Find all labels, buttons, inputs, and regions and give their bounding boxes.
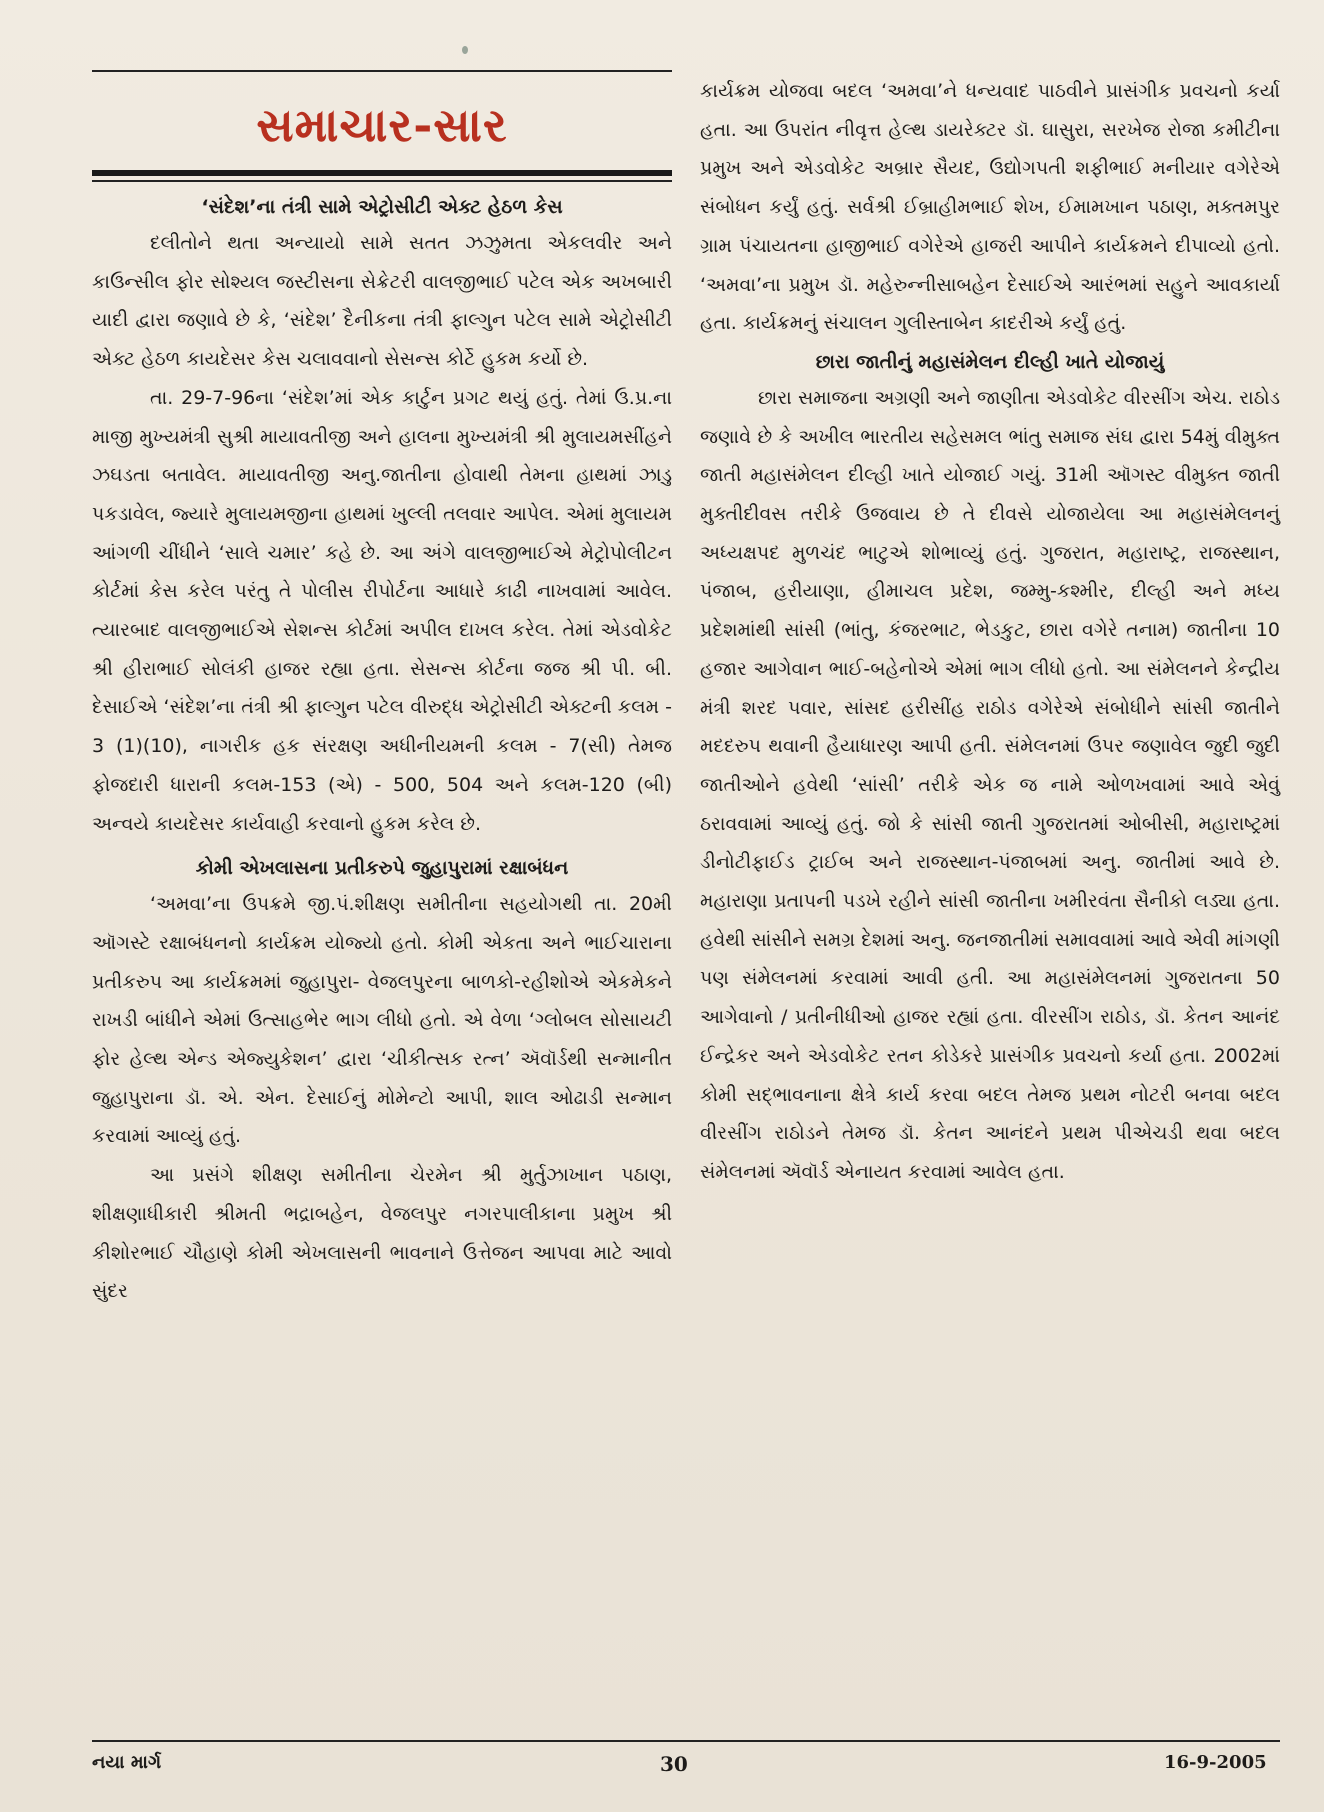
issue-date: 16-9-2005 [1164,1752,1267,1773]
article-1-paragraph: દલીતોને થતા અન્યાયો સામે સતત ઝઝુમતા એકલવીર અને કાઉન્સીલ ફોર સોશ્યલ જસ્ટીસના સેક્રેટરી વાલજીભાઈ પટેલ એક અખબારી યાદી દ્વારા જણાવે છે કે, ‘સંદેશ’ દૈનીકના તંત્રી ફાલ્ગુન પટેલ સામે એટ્રોસીટી એક્ટ હેઠળ કાયદેસર કેસ ચલાવવાનો સેસન્સ કોર્ટે હુકમ કર્યો છે. [92,232,672,371]
publication-name: નયા માર્ગ [92,1752,162,1773]
article-1-paragraph: તા. 29-7-96ના ‘સંદેશ’માં એક કાર્ટુન પ્રગટ થયું હતું. તેમાં ઉ.પ્ર.ના માજી મુખ્યમંત્રી સુશ્રી માયાવતીજી અને હાલના મુખ્યમંત્રી શ્રી મુલાયમસીંહને ઝઘડતા બતાવેલ. માયાવતીજી અનુ.જાતીના હોવાથી તેમના હાથમાં ઝાડુ પકડાવેલ, જ્યારે મુલાયમજીના હાથમાં ખુલ્લી તલવાર આપેલ. એમાં મુલાયમ આંગળી ચીંધીને ‘સાલે ચમાર’ કહે છે. આ અંગે વાલજીભાઈએ મેટ્રોપોલીટન કોર્ટમાં કેસ કરેલ પરંતુ તે પોલીસ રીપોર્ટના આધારે કાઢી નાખવામાં આવેલ. ત્યારબાદ વાલજીભાઈએ સેશન્સ કોર્ટમાં અપીલ દાખલ કરેલ. તેમાં એડવોકેટ શ્રી હીરાભાઈ સોલંકી હાજર રહ્યા હતા. સેસન્સ કોર્ટના જજ શ્રી પી. બી. દેસાઈએ ‘સંદેશ’ના તંત્રી શ્રી ફાલ્ગુન પટેલ વીરુદ્ધ એટ્રોસીટી એક્ટની કલમ - 3 (1)(10), નાગરીક હક સંરક્ષણ અધીનીયમની કલમ - 7(સી) તેમજ ફોજદારી ધારાની કલમ-153 (એ) - 500, 504 અને કલમ-120 (બી) અન્વયે કાયદેસર કાર્યવાહી કરવાનો હુકમ કરેલ છે. [92,386,672,835]
footer-rule [92,1740,1280,1742]
section-title: સમાચાર-સાર [256,98,508,152]
article-2-continuation: કાર્યક્રમ યોજવા બદલ ‘અમવા’ને ધન્યવાદ પાઠવીને પ્રાસંગીક પ્રવચનો કર્યા હતા. આ ઉપરાંત નીવૃત્ત હેલ્થ ડાયરેક્ટર ડૉ. ઘાસુરા, સરખેજ રોજા કમીટીના પ્રમુખ અને એડવોકેટ અબ્રાર સૈયદ, ઉદ્યોગપતી શફીભાઈ મનીયાર વગેરેએ સંબોધન કર્યું હતું. સર્વશ્રી ઈબ્રાહીમભાઈ શેખ, ઈમામખાન પઠાણ, મક્તમપુર ગ્રામ પંચાયતના હાજીભાઈ વગેરેએ હાજરી આપીને કાર્યક્રમને દીપાવ્યો હતો. ‘અમવા’ના પ્રમુખ ડૉ. મહેરુન્નીસાબહેન દેસાઈએ આરંભમાં સહુને આવકાર્યા હતા. કાર્યક્રમનું સંચાલન ગુલીસ્તાબેન કાદરીએ કર્યું હતું. [700,80,1280,335]
masthead-thin-rule [92,180,672,182]
print-speck [462,46,468,54]
article-2-paragraph: આ પ્રસંગે શીક્ષણ સમીતીના ચેરમેન શ્રી મુર્તુઝાખાન પઠાણ, શીક્ષણાધીકારી શ્રીમતી ભદ્રાબહેન, વેજલપુર નગરપાલીકાના પ્રમુખ શ્રી કીશોરભાઈ ચૌહાણે કોમી એખલાસની ભાવનાને ઉત્તેજન આપવા માટે આવો સુંદર [92,1164,672,1303]
article-2-paragraph: ‘અમવા’ના ઉપક્રમે જી.પં.શીક્ષણ સમીતીના સહયોગથી તા. 20મી ઑગસ્ટે રક્ષાબંધનનો કાર્યક્રમ યોજ્યો હતો. કોમી એકતા અને ભાઈચારાના પ્રતીકરુપ આ કાર્યક્રમમાં જુહાપુરા- વેજલપુરના બાળકો-રહીશોએ એકમેકને રાખડી બાંધીને એમાં ઉત્સાહભેર ભાગ લીધો હતો. એ વેળા ‘ગ્લોબલ સોસાયટી ફોર હેલ્થ એન્ડ એજ્યુકેશન’ દ્વારા ‘ચીકીત્સક રત્ન’ ઍવૉર્ડથી સન્માનીત જુહાપુરાના ડૉ. એ. એન. દેસાઈનું મોમેન્ટો આપી, શાલ ઓઢાડી સન્માન કરવામાં આવ્યું હતું. [92,893,672,1148]
left-column [92,70,672,1311]
masthead-top-rule [92,70,672,72]
masthead-bottom-rules [92,170,672,182]
article-2-headline: કોમી એખલાસના પ્રતીકરુપે જુહાપુરામાં રક્ષાબંધન [195,857,569,880]
masthead-thick-rule [92,170,672,176]
right-column [700,72,1280,1192]
page-number: 30 [660,1752,688,1776]
article-1-headline: ‘સંદેશ’ના તંત્રી સામે એટ્રોસીટી એક્ટ હેઠળ કેસ [201,196,563,218]
article-3-paragraph: છારા સમાજના અગ્રણી અને જાણીતા એડવોકેટ વીરસીંગ એચ. રાઠોડ જણાવે છે કે અખીલ ભારતીય સહેસમલ ભાંતુ સમાજ સંઘ દ્વારા 54મું વીમુક્ત જાતી મહાસંમેલન દીલ્હી ખાતે યોજાઈ ગયું. 31મી ઑગસ્ટ વીમુક્ત જાતી મુક્તીદીવસ તરીકે ઉજવાય છે તે દીવસે યોજાયેલા આ મહાસંમેલનનું અધ્યક્ષપદ મુળચંદ ભાટુએ શોભાવ્યું હતું. ગુજરાત, મહારાષ્ટ્ર, રાજસ્થાન, પંજાબ, હરીયાણા, હીમાચલ પ્રદેશ, જમ્મુ-કશ્મીર, દીલ્હી અને મધ્ય પ્રદેશમાંથી સાંસી (ભાંતુ, કંજરભાટ, ભેડકુટ, છારા વગેરે તનામ) જાતીના 10 હજાર આગેવાન ભાઈ-બહેનોએ એમાં ભાગ લીધો હતો. આ સંમેલનને કેન્દ્રીય મંત્રી શરદ પવાર, સાંસદ હરીસીંહ રાઠોડ વગેરેએ સંબોધીને સાંસી જાતીને મદદરુપ થવાની હૈયાધારણ આપી હતી. સંમેલનમાં ઉપર જણાવેલ જુદી જુદી જાતીઓને હવેથી ‘સાંસી’ તરીકે એક જ નામે ઓળખવામાં આવે એવું ઠરાવવામાં આવ્યું હતું. જો કે સાંસી જાતી ગુજરાતમાં ઓબીસી, મહારાષ્ટ્રમાં ડીનોટીફાઈડ ટ્રાઈબ અને રાજસ્થાન-પંજાબમાં અનુ. જાતીમાં આવે છે. મહારાણા પ્રતાપની પડખે રહીને સાંસી જાતીના ખમીરવંતા સૈનીકો લડ્યા હતા. હવેથી સાંસીને સમગ્ર દેશમાં અનુ. જનજાતીમાં સમાવવામાં આવે એવી માંગણી પણ સંમેલનમાં કરવામાં આવી હતી. આ મહાસંમેલનમાં ગુજરાતના 50 આગેવાનો / પ્રતીનીધીઓ હાજર રહ્યાં હતા. વીરસીંગ રાઠોડ, ડૉ. કેતન આનંદ ઈન્દ્રેકર અને એડવોકેટ રતન કોડેકરે પ્રાસંગીક પ્રવચનો કર્યા હતા. 2002માં કોમી સદ્ભાવનાના ક્ષેત્રે કાર્ય કરવા બદલ તેમજ પ્રથમ નોટરી બનવા બદલ વીરસીંગ રાઠોડને તેમજ ડૉ. કેતન આનંદને પ્રથમ પીએચડી થવા બદલ સંમેલનમાં ઍવૉર્ડ એનાયત કરવામાં આવેલ હતા. [700,386,1280,1183]
article-3-headline: છારા જાતીનું મહાસંમેલન દીલ્હી ખાતે યોજાયું [815,350,1165,373]
